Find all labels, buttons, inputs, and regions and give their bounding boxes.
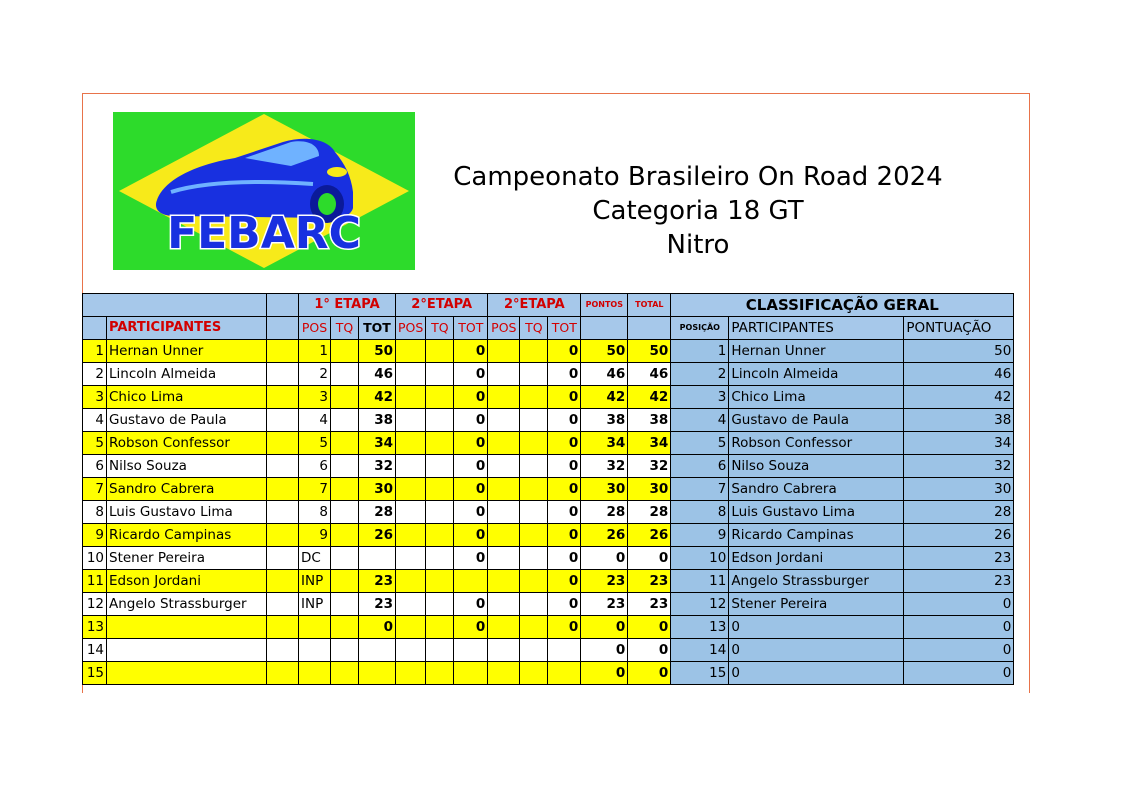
table-row: [83, 662, 1014, 685]
tot3-header: TOT: [548, 317, 581, 340]
cell-tot: 23: [628, 593, 671, 616]
cell-p2: [396, 386, 426, 409]
cell-name: [107, 662, 267, 685]
cell-t3: 0: [548, 409, 581, 432]
standing-cname: Edson Jordani: [729, 547, 904, 570]
cell-tq3: [520, 570, 548, 593]
cell-n: 5: [83, 432, 107, 455]
cell-t3: 0: [548, 547, 581, 570]
cell-tq2: [426, 593, 454, 616]
pos3-header: POS: [488, 317, 520, 340]
cell-tq3: [520, 501, 548, 524]
cell-blank: [267, 340, 299, 363]
cell-name: [107, 616, 267, 639]
cell-tq1: [331, 616, 359, 639]
cell-pts: 0: [581, 547, 628, 570]
cell-name: Sandro Cabrera: [107, 478, 267, 501]
cell-p1: DC: [299, 547, 331, 570]
cell-p2: [396, 570, 426, 593]
cell-t1: [359, 662, 396, 685]
cell-t2: 0: [454, 501, 488, 524]
cell-n: 14: [83, 639, 107, 662]
cell-t3: 0: [548, 478, 581, 501]
cell-p2: [396, 616, 426, 639]
cell-t1: 32: [359, 455, 396, 478]
cell-blank: [267, 478, 299, 501]
cell-name: Robson Confessor: [107, 432, 267, 455]
standing-cpts: 0: [904, 639, 1014, 662]
cell-tq1: [331, 478, 359, 501]
table-row: [83, 616, 1014, 639]
header-row-1: [83, 294, 1014, 317]
participantes-header: PARTICIPANTES: [107, 317, 267, 340]
cell-n: 11: [83, 570, 107, 593]
cell-p2: [396, 455, 426, 478]
cell-tq3: [520, 639, 548, 662]
cell-tq3: [520, 478, 548, 501]
cell-p2: [396, 501, 426, 524]
cell-n: 13: [83, 616, 107, 639]
tq1-header: TQ: [331, 317, 359, 340]
cell-tot: 32: [628, 455, 671, 478]
cell-t2: [454, 639, 488, 662]
posicao-header: POSIÇÃO: [671, 317, 729, 340]
cell-p1: 7: [299, 478, 331, 501]
standing-cname: Robson Confessor: [729, 432, 904, 455]
cell-n: 1: [83, 340, 107, 363]
cell-tot: 50: [628, 340, 671, 363]
cell-tq1: [331, 409, 359, 432]
cell-tot: 23: [628, 570, 671, 593]
standing-cname: Stener Pereira: [729, 593, 904, 616]
cell-p2: [396, 340, 426, 363]
cell-pts: 42: [581, 386, 628, 409]
cell-tq1: [331, 386, 359, 409]
cell-t1: [359, 547, 396, 570]
cell-p1: 8: [299, 501, 331, 524]
cell-p2: [396, 524, 426, 547]
tot2-header: TOT: [454, 317, 488, 340]
cell-name: Ricardo Campinas: [107, 524, 267, 547]
cell-t3: 0: [548, 524, 581, 547]
cell-t1: 50: [359, 340, 396, 363]
cell-t3: 0: [548, 363, 581, 386]
cell-t2: [454, 570, 488, 593]
cell-t1: 0: [359, 616, 396, 639]
cell-pts: 23: [581, 570, 628, 593]
total-header: TOTAL: [628, 294, 671, 317]
cell-name: Luis Gustavo Lima: [107, 501, 267, 524]
cell-p3: [488, 386, 520, 409]
cell-t1: 46: [359, 363, 396, 386]
standing-cpos: 8: [671, 501, 729, 524]
table-row: [83, 409, 1014, 432]
standing-cpos: 5: [671, 432, 729, 455]
cell-t3: [548, 639, 581, 662]
standing-cpos: 14: [671, 639, 729, 662]
standings-sheet: [82, 293, 1014, 685]
cell-tq2: [426, 547, 454, 570]
cell-tq1: [331, 363, 359, 386]
cell-name: [107, 639, 267, 662]
cell-p1: [299, 616, 331, 639]
cell-p3: [488, 524, 520, 547]
cell-p2: [396, 547, 426, 570]
cell-tot: 38: [628, 409, 671, 432]
standing-cname: 0: [729, 616, 904, 639]
cell-tq3: [520, 363, 548, 386]
cell-blank: [267, 432, 299, 455]
febarc-logo: [113, 112, 415, 270]
standing-cpos: 15: [671, 662, 729, 685]
cell-t2: 0: [454, 363, 488, 386]
cell-t2: 0: [454, 478, 488, 501]
cell-tot: 0: [628, 616, 671, 639]
cell-blank: [267, 386, 299, 409]
cell-tq3: [520, 386, 548, 409]
cell-p1: 5: [299, 432, 331, 455]
cell-t2: 0: [454, 547, 488, 570]
cell-name: Hernan Unner: [107, 340, 267, 363]
standing-cpts: 26: [904, 524, 1014, 547]
cell-tot: 30: [628, 478, 671, 501]
standing-cpos: 6: [671, 455, 729, 478]
cell-t3: 0: [548, 593, 581, 616]
cell-t2: 0: [454, 432, 488, 455]
cell-p2: [396, 662, 426, 685]
cell-tot: 0: [628, 639, 671, 662]
cell-tq3: [520, 455, 548, 478]
table-row: [83, 478, 1014, 501]
cell-tq3: [520, 662, 548, 685]
cell-p3: [488, 409, 520, 432]
standing-cpos: 4: [671, 409, 729, 432]
cell-p3: [488, 432, 520, 455]
cell-blank: [267, 547, 299, 570]
pos1-header: POS: [299, 317, 331, 340]
cell-blank: [267, 455, 299, 478]
cell-tq1: [331, 662, 359, 685]
cell-p3: [488, 662, 520, 685]
standing-cpos: 13: [671, 616, 729, 639]
stage2-header: 2°ETAPA: [396, 294, 488, 317]
cell-pts: 34: [581, 432, 628, 455]
cell-tq2: [426, 501, 454, 524]
cell-t1: 23: [359, 570, 396, 593]
standing-cname: Lincoln Almeida: [729, 363, 904, 386]
table-row: [83, 386, 1014, 409]
cell-p3: [488, 593, 520, 616]
cell-t3: 0: [548, 432, 581, 455]
standing-cpos: 11: [671, 570, 729, 593]
tq3-header: TQ: [520, 317, 548, 340]
cell-tot: 26: [628, 524, 671, 547]
cell-blank: [267, 662, 299, 685]
cell-p2: [396, 593, 426, 616]
tot1-header: TOT: [359, 317, 396, 340]
standing-cname: 0: [729, 639, 904, 662]
cell-tot: 0: [628, 662, 671, 685]
standing-cpts: 28: [904, 501, 1014, 524]
title-line-2: Categoria 18 GT: [592, 196, 804, 226]
cell-tq3: [520, 616, 548, 639]
cell-p3: [488, 639, 520, 662]
cell-tq3: [520, 409, 548, 432]
cell-tq1: [331, 524, 359, 547]
cell-name: Lincoln Almeida: [107, 363, 267, 386]
cell-blank: [267, 409, 299, 432]
cell-tq2: [426, 478, 454, 501]
standing-cpts: 0: [904, 662, 1014, 685]
car-logo-icon: [113, 112, 415, 270]
cell-p3: [488, 340, 520, 363]
standing-cpts: 34: [904, 432, 1014, 455]
cell-blank: [267, 524, 299, 547]
cell-tq1: [331, 593, 359, 616]
standing-cname: Nilso Souza: [729, 455, 904, 478]
cell-tot: 34: [628, 432, 671, 455]
cell-t1: 23: [359, 593, 396, 616]
cell-tq1: [331, 340, 359, 363]
cell-tot: 28: [628, 501, 671, 524]
standing-cpos: 1: [671, 340, 729, 363]
cell-name: Edson Jordani: [107, 570, 267, 593]
cell-p1: 1: [299, 340, 331, 363]
cell-tq3: [520, 593, 548, 616]
cell-t3: [548, 662, 581, 685]
standing-cname: Luis Gustavo Lima: [729, 501, 904, 524]
cell-p1: INP: [299, 570, 331, 593]
cell-blank: [267, 501, 299, 524]
standing-cpts: 38: [904, 409, 1014, 432]
cell-n: 2: [83, 363, 107, 386]
cell-t3: 0: [548, 340, 581, 363]
cell-name: Angelo Strassburger: [107, 593, 267, 616]
stage3-header: 2°ETAPA: [488, 294, 581, 317]
cell-tq3: [520, 340, 548, 363]
cell-n: 12: [83, 593, 107, 616]
cell-p1: 3: [299, 386, 331, 409]
title-line-1: Campeonato Brasileiro On Road 2024: [453, 162, 943, 192]
pontos-header: PONTOS: [581, 294, 628, 317]
standing-cpos: 9: [671, 524, 729, 547]
cell-tq1: [331, 501, 359, 524]
title-line-3: Nitro: [666, 230, 730, 260]
cell-t3: 0: [548, 501, 581, 524]
cell-tot: 0: [628, 547, 671, 570]
cell-tq2: [426, 363, 454, 386]
cell-t2: 0: [454, 455, 488, 478]
cell-tq2: [426, 340, 454, 363]
cell-p2: [396, 639, 426, 662]
stage1-header: 1° ETAPA: [299, 294, 396, 317]
cell-p3: [488, 455, 520, 478]
cell-tq1: [331, 639, 359, 662]
cell-tq2: [426, 662, 454, 685]
cell-pts: 0: [581, 662, 628, 685]
cell-tq1: [331, 570, 359, 593]
cell-p2: [396, 409, 426, 432]
standing-cpts: 0: [904, 593, 1014, 616]
classificacao-header: CLASSIFICAÇÃO GERAL: [671, 294, 1014, 317]
cell-t2: 0: [454, 524, 488, 547]
cell-t3: 0: [548, 455, 581, 478]
cell-tq2: [426, 570, 454, 593]
cell-n: 4: [83, 409, 107, 432]
cell-n: 6: [83, 455, 107, 478]
participantes2-header: PARTICIPANTES: [729, 317, 904, 340]
cell-t2: 0: [454, 593, 488, 616]
cell-p1: 4: [299, 409, 331, 432]
cell-p1: INP: [299, 593, 331, 616]
cell-tq3: [520, 432, 548, 455]
standing-cname: Angelo Strassburger: [729, 570, 904, 593]
tq2-header: TQ: [426, 317, 454, 340]
cell-tq2: [426, 455, 454, 478]
standing-cpos: 7: [671, 478, 729, 501]
page-title: [440, 160, 956, 262]
cell-tq2: [426, 386, 454, 409]
cell-t1: 34: [359, 432, 396, 455]
cell-p3: [488, 570, 520, 593]
cell-blank: [267, 616, 299, 639]
standing-cname: Sandro Cabrera: [729, 478, 904, 501]
cell-tq1: [331, 432, 359, 455]
cell-blank: [267, 363, 299, 386]
cell-t3: 0: [548, 570, 581, 593]
cell-name: Gustavo de Paula: [107, 409, 267, 432]
cell-p3: [488, 501, 520, 524]
cell-blank: [267, 593, 299, 616]
cell-t1: 42: [359, 386, 396, 409]
standing-cpts: 23: [904, 547, 1014, 570]
cell-t1: [359, 639, 396, 662]
cell-p2: [396, 432, 426, 455]
standing-cpts: 23: [904, 570, 1014, 593]
cell-p1: [299, 639, 331, 662]
cell-tq2: [426, 524, 454, 547]
standing-cpts: 32: [904, 455, 1014, 478]
cell-n: 10: [83, 547, 107, 570]
standing-cpos: 3: [671, 386, 729, 409]
cell-t1: 38: [359, 409, 396, 432]
cell-blank: [267, 570, 299, 593]
cell-t3: 0: [548, 386, 581, 409]
standing-cname: Chico Lima: [729, 386, 904, 409]
cell-n: 7: [83, 478, 107, 501]
cell-pts: 38: [581, 409, 628, 432]
cell-t2: 0: [454, 616, 488, 639]
table-row: [83, 501, 1014, 524]
cell-name: Stener Pereira: [107, 547, 267, 570]
cell-name: Nilso Souza: [107, 455, 267, 478]
cell-tq1: [331, 547, 359, 570]
cell-n: 9: [83, 524, 107, 547]
table-row: [83, 363, 1014, 386]
cell-tq3: [520, 547, 548, 570]
cell-p2: [396, 363, 426, 386]
standing-cpts: 46: [904, 363, 1014, 386]
standing-cpts: 30: [904, 478, 1014, 501]
cell-p1: 9: [299, 524, 331, 547]
cell-n: 3: [83, 386, 107, 409]
pos2-header: POS: [396, 317, 426, 340]
cell-pts: 30: [581, 478, 628, 501]
cell-p3: [488, 547, 520, 570]
cell-pts: 23: [581, 593, 628, 616]
cell-pts: 32: [581, 455, 628, 478]
standing-cname: 0: [729, 662, 904, 685]
cell-t2: 0: [454, 386, 488, 409]
table-row: [83, 547, 1014, 570]
cell-pts: 46: [581, 363, 628, 386]
table-row: [83, 432, 1014, 455]
table-row: [83, 524, 1014, 547]
cell-pts: 0: [581, 616, 628, 639]
cell-p3: [488, 363, 520, 386]
cell-tq1: [331, 455, 359, 478]
standing-cname: Hernan Unner: [729, 340, 904, 363]
standing-cpts: 50: [904, 340, 1014, 363]
table-row: [83, 455, 1014, 478]
table-row: [83, 639, 1014, 662]
cell-tq2: [426, 409, 454, 432]
cell-t1: 28: [359, 501, 396, 524]
cell-pts: 50: [581, 340, 628, 363]
standing-cpts: 0: [904, 616, 1014, 639]
cell-tot: 46: [628, 363, 671, 386]
cell-n: 15: [83, 662, 107, 685]
cell-tq2: [426, 432, 454, 455]
cell-pts: 26: [581, 524, 628, 547]
cell-p3: [488, 616, 520, 639]
cell-t2: 0: [454, 409, 488, 432]
cell-t1: 26: [359, 524, 396, 547]
cell-p1: 6: [299, 455, 331, 478]
svg-text:FEBARC: FEBARC: [167, 208, 361, 259]
standing-cname: Gustavo de Paula: [729, 409, 904, 432]
standing-cpos: 12: [671, 593, 729, 616]
standing-cpos: 2: [671, 363, 729, 386]
standing-cpts: 42: [904, 386, 1014, 409]
cell-t2: [454, 662, 488, 685]
cell-p1: 2: [299, 363, 331, 386]
cell-pts: 0: [581, 639, 628, 662]
cell-p1: [299, 662, 331, 685]
table-row: [83, 593, 1014, 616]
cell-pts: 28: [581, 501, 628, 524]
pontuacao-header: PONTUAÇÃO: [904, 317, 1014, 340]
cell-tot: 42: [628, 386, 671, 409]
table-row: [83, 340, 1014, 363]
cell-tq2: [426, 639, 454, 662]
header-row-2: [83, 317, 1014, 340]
table-row: [83, 570, 1014, 593]
cell-name: Chico Lima: [107, 386, 267, 409]
cell-n: 8: [83, 501, 107, 524]
cell-t3: 0: [548, 616, 581, 639]
cell-tq3: [520, 524, 548, 547]
cell-tq2: [426, 616, 454, 639]
standing-cpos: 10: [671, 547, 729, 570]
cell-t1: 30: [359, 478, 396, 501]
cell-p2: [396, 478, 426, 501]
cell-p3: [488, 478, 520, 501]
cell-blank: [267, 639, 299, 662]
cell-t2: 0: [454, 340, 488, 363]
standing-cname: Ricardo Campinas: [729, 524, 904, 547]
